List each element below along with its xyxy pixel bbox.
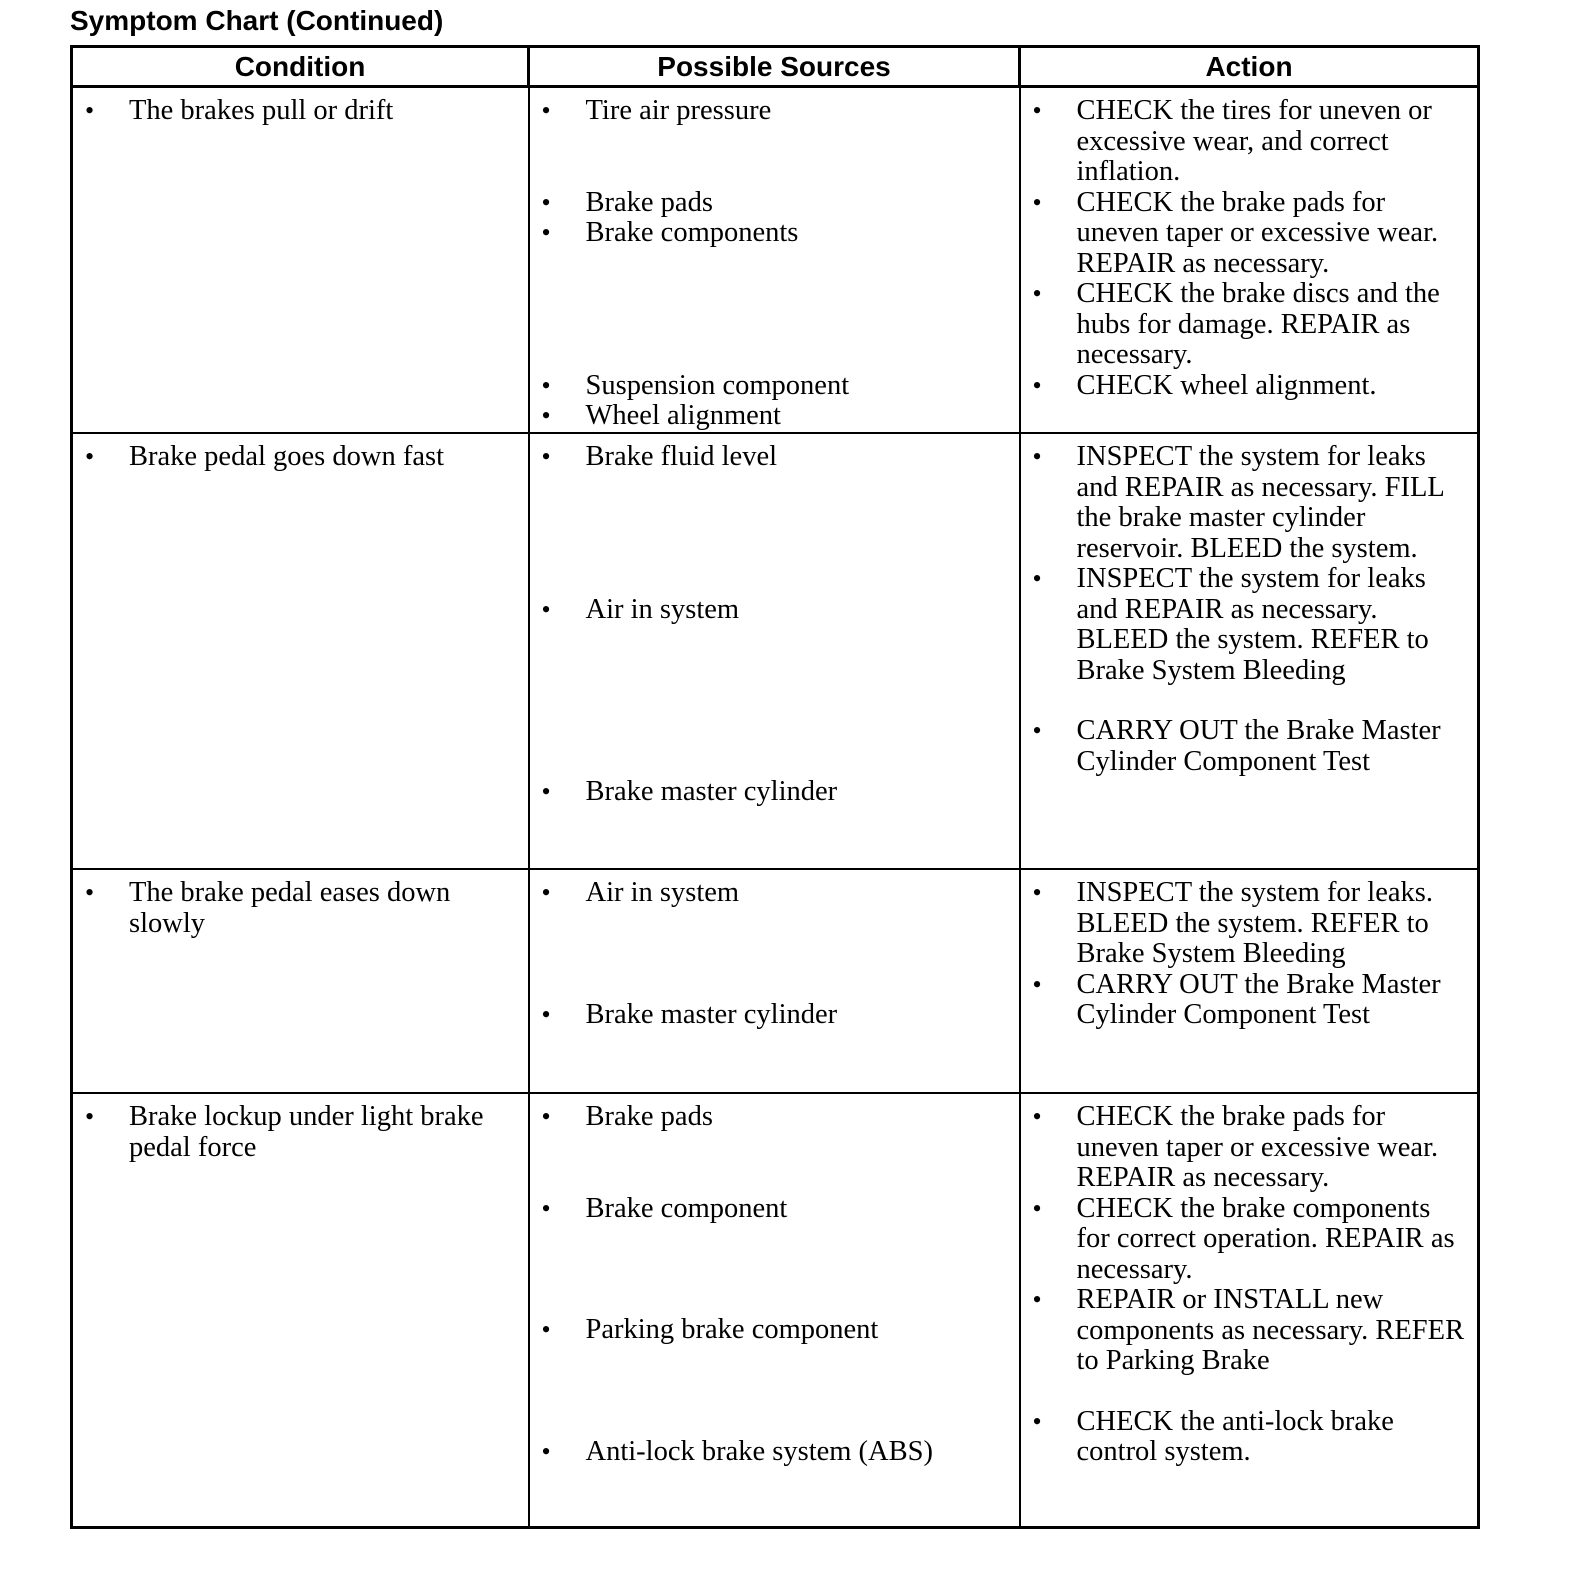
source-text: Wheel alignment: [585, 400, 781, 431]
source-text: Brake pads: [585, 1101, 713, 1132]
source-text: Parking brake component: [585, 1314, 879, 1345]
source-text: Brake components: [585, 217, 799, 248]
source-item: [530, 1102, 1009, 1133]
header-row: [72, 47, 1479, 87]
condition-item: [73, 1102, 518, 1163]
action-text: CHECK the brake discs and the hubs for damage. REPAIR as necessary.: [1076, 278, 1440, 370]
source-text: Anti-lock brake system (ABS): [585, 1435, 933, 1467]
action-item: [1021, 442, 1468, 564]
source-item: [530, 595, 1009, 626]
action-item: [1021, 371, 1468, 402]
action-item: [1021, 564, 1468, 686]
bullet-icon: •: [541, 1193, 551, 1223]
header-condition: Condition: [72, 47, 529, 87]
bullet-icon: •: [1032, 969, 1042, 999]
action-item: [1021, 96, 1468, 188]
bullet-icon: •: [541, 999, 551, 1029]
bullet-icon: •: [1032, 1193, 1042, 1223]
condition-cell: [72, 869, 529, 1093]
bullet-icon: •: [541, 370, 551, 400]
bullet-icon: •: [85, 878, 95, 907]
bullet-icon: •: [85, 96, 95, 125]
bullet-icon: •: [1032, 1406, 1042, 1436]
header-action: Action: [1020, 47, 1479, 87]
source-text: Air in system: [585, 877, 740, 908]
bullet-icon: •: [541, 442, 551, 471]
table-row: [72, 87, 1479, 434]
action-item: [1021, 279, 1468, 371]
table-row: [72, 869, 1479, 1093]
bullet-icon: •: [1032, 279, 1042, 308]
source-item: [530, 1194, 1009, 1225]
action-text: CHECK the tires for uneven or excessive wear, and correct inflation.: [1076, 95, 1432, 187]
condition-text: The brake pedal eases down slowly: [129, 877, 451, 939]
action-text: CHECK the brake components for correct operation. REPAIR as necessary.: [1076, 1192, 1455, 1285]
condition-item: [73, 96, 518, 127]
condition-text: Brake pedal goes down fast: [129, 441, 444, 472]
bullet-icon: •: [541, 187, 551, 217]
bullet-icon: •: [85, 1102, 95, 1131]
source-item: [530, 1315, 1009, 1346]
action-text: INSPECT the system for leaks and REPAIR as necessary. FILL the brake master cylinder reservoir. BLEED the system.: [1076, 441, 1444, 564]
condition-text: The brakes pull or drift: [129, 95, 394, 126]
bullet-icon: •: [541, 777, 551, 806]
bullet-icon: •: [541, 878, 551, 907]
bullet-icon: •: [1032, 370, 1042, 400]
action-item: [1021, 716, 1468, 777]
sources-cell: [529, 869, 1020, 1093]
bullet-icon: •: [1032, 564, 1042, 593]
table-row: [72, 433, 1479, 869]
bullet-icon: •: [1032, 1102, 1042, 1131]
action-item: [1021, 1285, 1468, 1377]
bullet-icon: •: [541, 401, 551, 430]
source-text: Brake master cylinder: [585, 776, 838, 807]
bullet-icon: •: [541, 218, 551, 247]
action-item: [1021, 188, 1468, 280]
action-item: [1021, 970, 1468, 1031]
source-text: Air in system: [585, 593, 740, 625]
source-item: [530, 777, 1009, 808]
action-text: CHECK the anti-lock brake control system.: [1076, 1405, 1394, 1467]
table-row: [72, 1093, 1479, 1528]
source-item: [530, 878, 1009, 909]
action-text: INSPECT the system for leaks. BLEED the system. REFER to Brake System Bleeding: [1076, 877, 1433, 969]
bullet-icon: •: [85, 442, 95, 471]
bullet-icon: •: [1032, 187, 1042, 217]
action-text: CARRY OUT the Brake Master Cylinder Component Test: [1076, 715, 1441, 777]
condition-item: [73, 878, 518, 939]
bullet-icon: •: [1032, 96, 1042, 125]
bullet-icon: •: [541, 1436, 551, 1466]
action-item: [1021, 1407, 1468, 1468]
sources-cell: [529, 433, 1020, 869]
bullet-icon: •: [541, 1315, 551, 1344]
action-text: CHECK the brake pads for uneven taper or excessive wear. REPAIR as necessary.: [1076, 186, 1439, 279]
action-text: CHECK the brake pads for uneven taper or excessive wear. REPAIR as necessary.: [1076, 1101, 1439, 1193]
condition-item: [73, 442, 518, 473]
action-cell: [1020, 869, 1479, 1093]
source-text: Brake pads: [585, 186, 713, 218]
bullet-icon: •: [541, 1102, 551, 1131]
bullet-icon: •: [1032, 878, 1042, 907]
source-text: Suspension component: [585, 369, 850, 401]
source-item: [530, 442, 1009, 473]
action-item: [1021, 1194, 1468, 1286]
source-text: Tire air pressure: [585, 95, 772, 126]
source-item: [530, 188, 1009, 219]
source-item: [530, 96, 1009, 127]
symptom-chart-table: [70, 45, 1480, 1529]
action-item: [1021, 878, 1468, 970]
condition-cell: [72, 433, 529, 869]
page-title: Symptom Chart (Continued): [70, 5, 444, 36]
source-item: [530, 401, 1009, 432]
source-item: [530, 1437, 1009, 1468]
condition-text: Brake lockup under light brake pedal force: [129, 1101, 484, 1163]
source-item: [530, 218, 1009, 249]
bullet-icon: •: [1032, 716, 1042, 745]
sources-cell: [529, 87, 1020, 434]
action-text: CARRY OUT the Brake Master Cylinder Component Test: [1076, 968, 1441, 1030]
source-text: Brake component: [585, 1192, 788, 1224]
source-item: [530, 371, 1009, 402]
source-item: [530, 1000, 1009, 1031]
condition-cell: [72, 1093, 529, 1528]
bullet-icon: •: [541, 96, 551, 125]
action-cell: [1020, 1093, 1479, 1528]
sources-cell: [529, 1093, 1020, 1528]
action-item: [1021, 1102, 1468, 1194]
action-text: INSPECT the system for leaks and REPAIR as necessary. BLEED the system. REFER to Brake System Bleeding: [1076, 563, 1429, 686]
bullet-icon: •: [1032, 1285, 1042, 1314]
bullet-icon: •: [1032, 442, 1042, 471]
action-text: CHECK wheel alignment.: [1076, 369, 1377, 401]
source-text: Brake master cylinder: [585, 998, 838, 1030]
action-cell: [1020, 433, 1479, 869]
action-cell: [1020, 87, 1479, 434]
bullet-icon: •: [541, 594, 551, 624]
condition-cell: [72, 87, 529, 434]
header-possible-sources: Possible Sources: [529, 47, 1020, 87]
action-text: REPAIR or INSTALL new components as necessary. REFER to Parking Brake: [1076, 1284, 1465, 1376]
source-text: Brake fluid level: [585, 441, 778, 472]
